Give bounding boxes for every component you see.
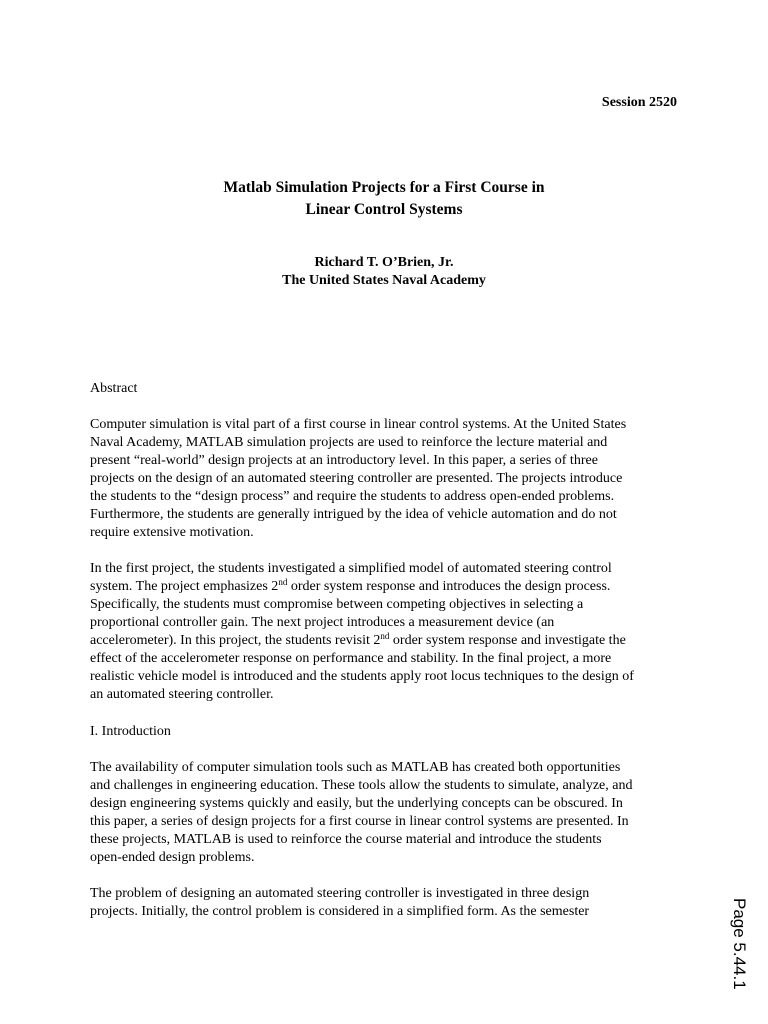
superscript: nd bbox=[278, 577, 288, 587]
abstract-paragraph-2 bbox=[90, 560, 690, 704]
text-line: present “real-world” design projects at an introductory level. In this paper, a series of three bbox=[90, 453, 598, 468]
text-line: realistic vehicle model is introduced and the students apply root locus techniques to the design of bbox=[90, 669, 634, 684]
author-affiliation: The United States Naval Academy bbox=[282, 273, 486, 288]
superscript: nd bbox=[380, 631, 390, 641]
text-segment: order system response and introduces the design process. bbox=[287, 579, 611, 594]
text-segment: accelerometer). In this project, the students revisit 2 bbox=[90, 633, 381, 648]
text-line: and challenges in engineering education. These tools allow the students to simulate, analyze, and bbox=[90, 778, 633, 793]
text-line bbox=[90, 632, 690, 650]
page-number: Page 5.44.1 bbox=[730, 898, 749, 990]
introduction-paragraph-1 bbox=[90, 759, 690, 867]
abstract-heading: Abstract bbox=[90, 381, 138, 396]
author-block bbox=[0, 254, 768, 290]
paper-title bbox=[0, 177, 768, 221]
text-line: Naval Academy, MATLAB simulation projects are used to reinforce the lecture material and bbox=[90, 435, 608, 450]
text-segment: order system response and investigate the bbox=[389, 633, 626, 648]
text-line: proportional controller gain. The next project introduces a measurement device (an bbox=[90, 615, 555, 630]
title-line-2: Linear Control Systems bbox=[305, 201, 463, 218]
text-line: projects. Initially, the control problem is considered in a simplified form. As the semester bbox=[90, 904, 590, 919]
text-line bbox=[90, 578, 690, 596]
text-line: design engineering systems quickly and easily, but the underlying concepts can be obscured. In bbox=[90, 796, 623, 811]
text-line: open-ended design problems. bbox=[90, 850, 255, 865]
text-line: The availability of computer simulation tools such as MATLAB has created both opportunities bbox=[90, 760, 621, 775]
text-segment: system. The project emphasizes 2 bbox=[90, 579, 279, 594]
text-line: an automated steering controller. bbox=[90, 687, 274, 702]
text-line: the students to the “design process” and require the students to address open-ended problems. bbox=[90, 489, 615, 504]
text-line: these projects, MATLAB is used to reinforce the course material and introduce the students bbox=[90, 832, 602, 847]
text-line: effect of the accelerometer response on performance and stability. In the final project, a more bbox=[90, 651, 612, 666]
introduction-paragraph-2 bbox=[90, 885, 690, 921]
text-line: require extensive motivation. bbox=[90, 525, 254, 540]
author-name: Richard T. O’Brien, Jr. bbox=[314, 255, 454, 270]
text-line: projects on the design of an automated steering controller are presented. The projects introduce bbox=[90, 471, 623, 486]
text-line: The problem of designing an automated steering controller is investigated in three design bbox=[90, 886, 590, 901]
text-line: this paper, a series of design projects for a first course in linear control systems are presented. In bbox=[90, 814, 629, 829]
text-line: Computer simulation is vital part of a first course in linear control systems. At the United States bbox=[90, 417, 627, 432]
abstract-paragraph-1 bbox=[90, 416, 690, 542]
title-line-1: Matlab Simulation Projects for a First Course in bbox=[223, 179, 545, 196]
introduction-heading: I. Introduction bbox=[90, 724, 171, 739]
text-line: In the first project, the students investigated a simplified model of automated steering control bbox=[90, 561, 612, 576]
text-line: Furthermore, the students are generally intrigued by the idea of vehicle automation and do not bbox=[90, 507, 617, 522]
text-line: Specifically, the students must compromise between competing objectives in selecting a bbox=[90, 597, 584, 612]
session-label: Session 2520 bbox=[601, 95, 677, 110]
